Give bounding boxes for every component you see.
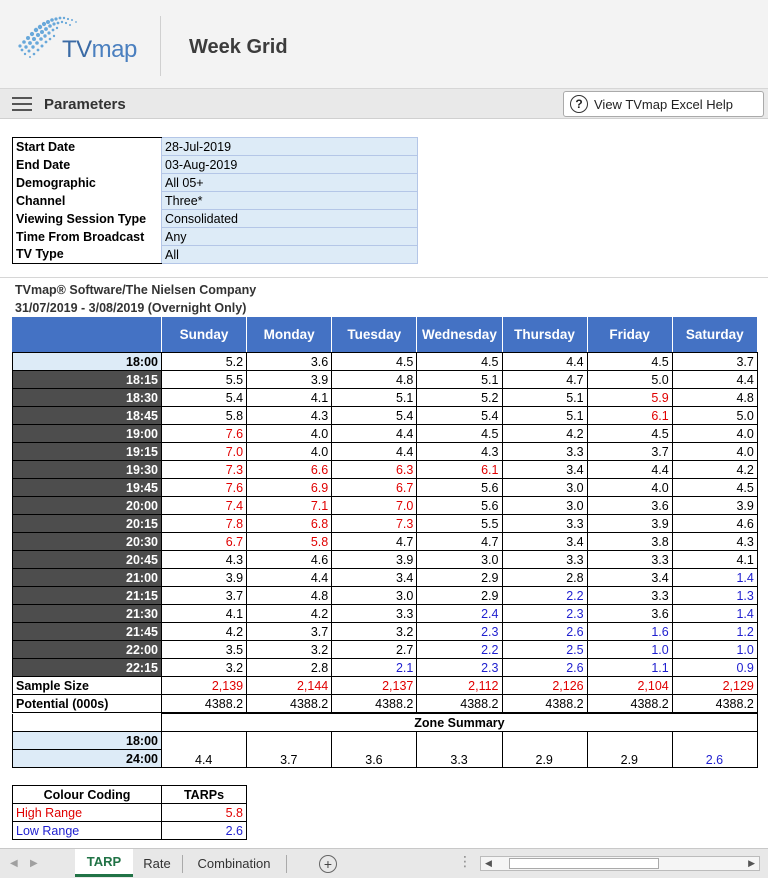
tarp-cell[interactable]: 4.5: [417, 425, 502, 443]
param-value[interactable]: 03-Aug-2019: [162, 156, 418, 174]
tarp-cell[interactable]: 4.1: [247, 389, 332, 407]
legend-header-value: TARPs: [162, 786, 247, 804]
tarp-cell[interactable]: 5.5: [162, 371, 247, 389]
tarp-cell[interactable]: 4.4: [332, 443, 417, 461]
tarp-cell[interactable]: 3.3: [587, 587, 672, 605]
zone-summary-value[interactable]: 2.9: [502, 732, 587, 768]
tarp-cell[interactable]: 2.8: [247, 659, 332, 677]
tarp-cell[interactable]: 6.7: [162, 533, 247, 551]
sample-size-label: Sample Size: [13, 677, 162, 695]
tarp-cell[interactable]: 2.4: [417, 605, 502, 623]
day-header-tuesday: Tuesday: [331, 317, 416, 352]
tarp-cell[interactable]: 4.6: [247, 551, 332, 569]
grid-row: [13, 533, 758, 551]
sample-size-cell[interactable]: 2,126: [502, 677, 587, 695]
potential-cell[interactable]: 4388.2: [332, 695, 417, 713]
tarp-cell[interactable]: 1.4: [672, 569, 757, 587]
tarp-cell[interactable]: 2.8: [502, 569, 587, 587]
tarp-cell[interactable]: 2.5: [502, 641, 587, 659]
zone-summary-value[interactable]: 3.7: [247, 732, 332, 768]
app-header: [0, 0, 768, 89]
day-header-wednesday: Wednesday: [416, 317, 501, 352]
tarp-cell[interactable]: 3.8: [587, 533, 672, 551]
tarp-cell[interactable]: 4.2: [502, 425, 587, 443]
time-slot-label: 18:30: [13, 389, 162, 407]
param-label: Channel: [13, 192, 162, 210]
param-label: Start Date: [13, 138, 162, 156]
tarp-cell[interactable]: 2.3: [502, 605, 587, 623]
more-options-icon[interactable]: ⋮: [458, 853, 472, 869]
tarp-cell[interactable]: 6.3: [332, 461, 417, 479]
grid-row: [13, 371, 758, 389]
tarp-cell[interactable]: 3.4: [502, 461, 587, 479]
time-slot-label: 20:15: [13, 515, 162, 533]
tarp-cell[interactable]: 7.3: [332, 515, 417, 533]
grid-header: [12, 317, 757, 352]
tarp-cell[interactable]: 2.3: [417, 623, 502, 641]
tarp-cell[interactable]: 2.1: [332, 659, 417, 677]
tarp-cell[interactable]: 2.2: [502, 587, 587, 605]
tarp-cell[interactable]: 5.2: [162, 353, 247, 371]
tarp-cell[interactable]: 5.4: [162, 389, 247, 407]
time-slot-label: 21:45: [13, 623, 162, 641]
param-row: [13, 174, 418, 192]
time-slot-label: 18:15: [13, 371, 162, 389]
tarp-cell[interactable]: 5.5: [417, 515, 502, 533]
question-icon: ?: [570, 95, 588, 113]
tarp-cell[interactable]: 2.6: [502, 623, 587, 641]
tarp-cell[interactable]: 1.4: [672, 605, 757, 623]
tarp-cell[interactable]: 5.8: [162, 407, 247, 425]
grid-row: [13, 461, 758, 479]
day-header-monday: Monday: [246, 317, 331, 352]
tarp-cell[interactable]: 3.0: [332, 587, 417, 605]
tarp-cell[interactable]: 5.6: [417, 497, 502, 515]
tarp-cell[interactable]: 3.4: [332, 569, 417, 587]
tarp-cell[interactable]: 3.3: [332, 605, 417, 623]
tarp-cell[interactable]: 3.0: [417, 551, 502, 569]
legend-low-label: Low Range: [13, 822, 162, 840]
grid-row: [13, 569, 758, 587]
tarp-cell[interactable]: 1.0: [587, 641, 672, 659]
tarp-cell[interactable]: 5.1: [502, 407, 587, 425]
tarp-cell[interactable]: 2.9: [417, 569, 502, 587]
grid-row: [13, 641, 758, 659]
param-label: Demographic: [13, 174, 162, 192]
tarp-cell[interactable]: 4.4: [332, 425, 417, 443]
time-slot-label: 19:30: [13, 461, 162, 479]
grid-row: [13, 515, 758, 533]
zone-summary-value[interactable]: 3.3: [417, 732, 502, 768]
tarp-cell[interactable]: 4.5: [672, 479, 757, 497]
tarp-cell[interactable]: 3.7: [162, 587, 247, 605]
tarp-cell[interactable]: 6.1: [417, 461, 502, 479]
tarp-cell[interactable]: 4.3: [417, 443, 502, 461]
tarp-cell[interactable]: 3.7: [672, 353, 757, 371]
excel-help-button[interactable]: [563, 91, 764, 117]
zone-end-time[interactable]: 24:00: [13, 750, 162, 768]
tarp-cell[interactable]: 5.1: [502, 389, 587, 407]
tarp-cell[interactable]: 7.0: [162, 443, 247, 461]
grid-row: [13, 497, 758, 515]
parameter-table: [12, 137, 418, 264]
time-slot-label: 18:00: [13, 353, 162, 371]
tarp-cell[interactable]: 4.4: [247, 569, 332, 587]
sample-size-row: [13, 677, 758, 695]
sample-size-cell[interactable]: 2,104: [587, 677, 672, 695]
tarp-cell[interactable]: 4.2: [247, 605, 332, 623]
tarp-cell[interactable]: 3.3: [502, 515, 587, 533]
potential-cell[interactable]: 4388.2: [417, 695, 502, 713]
tarp-cell[interactable]: 4.0: [587, 479, 672, 497]
legend-header-label: Colour Coding: [13, 786, 162, 804]
sheet-tabs-bar: [0, 848, 768, 878]
tarp-cell[interactable]: 4.3: [672, 533, 757, 551]
tarp-cell[interactable]: 3.9: [332, 551, 417, 569]
tarp-cell[interactable]: 4.0: [247, 425, 332, 443]
tarp-cell[interactable]: 6.8: [247, 515, 332, 533]
tarp-cell[interactable]: 3.6: [587, 605, 672, 623]
tarp-cell[interactable]: 5.2: [417, 389, 502, 407]
tarp-cell[interactable]: 4.7: [502, 371, 587, 389]
day-header-sunday: Sunday: [161, 317, 246, 352]
tarp-cell[interactable]: 7.8: [162, 515, 247, 533]
grid-row: [13, 551, 758, 569]
tarp-cell[interactable]: 4.5: [417, 353, 502, 371]
tarp-cell[interactable]: 3.3: [502, 443, 587, 461]
param-label: TV Type: [13, 246, 162, 264]
tarp-cell[interactable]: 4.1: [162, 605, 247, 623]
tarp-cell[interactable]: 3.6: [247, 353, 332, 371]
zone-summary-blank: [13, 714, 162, 732]
zone-summary-value[interactable]: 2.9: [587, 732, 672, 768]
time-slot-label: 19:45: [13, 479, 162, 497]
param-row: [13, 192, 418, 210]
tarp-cell[interactable]: 3.7: [247, 623, 332, 641]
tarp-cell[interactable]: 3.9: [587, 515, 672, 533]
tab-rate[interactable]: Rate: [143, 855, 171, 871]
tarp-cell[interactable]: 1.2: [672, 623, 757, 641]
tarp-cell[interactable]: 5.0: [672, 407, 757, 425]
scrollbar-thumb[interactable]: [509, 858, 659, 869]
tarp-cell[interactable]: 7.3: [162, 461, 247, 479]
colour-coding-legend: [12, 785, 247, 840]
time-slot-label: 19:15: [13, 443, 162, 461]
tarp-cell[interactable]: 7.4: [162, 497, 247, 515]
time-slot-label: 20:45: [13, 551, 162, 569]
tarp-cell[interactable]: 3.0: [502, 497, 587, 515]
zone-summary-value[interactable]: 3.6: [332, 732, 417, 768]
param-value[interactable]: All 05+: [162, 174, 418, 192]
tarp-cell[interactable]: 3.4: [587, 569, 672, 587]
add-sheet-icon[interactable]: +: [319, 855, 337, 873]
tarp-cell[interactable]: 7.6: [162, 479, 247, 497]
param-row: [13, 138, 418, 156]
param-label: Viewing Session Type: [13, 210, 162, 228]
logo-wordmark: TVmap: [62, 36, 137, 63]
zone-start-time[interactable]: 18:00: [13, 732, 162, 750]
param-label: End Date: [13, 156, 162, 174]
next-sheet-arrow-icon[interactable]: ▶: [30, 858, 38, 869]
potential-cell[interactable]: 4388.2: [162, 695, 247, 713]
tarp-cell[interactable]: 4.7: [332, 533, 417, 551]
period-line: 31/07/2019 - 3/08/2019 (Overnight Only): [15, 301, 247, 315]
tarp-cell[interactable]: 2.7: [332, 641, 417, 659]
time-slot-label: 21:15: [13, 587, 162, 605]
tarp-cell[interactable]: 1.0: [672, 641, 757, 659]
tarp-cell[interactable]: 4.5: [587, 425, 672, 443]
tarp-cell[interactable]: 7.0: [332, 497, 417, 515]
source-line: TVmap® Software/The Nielsen Company: [15, 283, 257, 297]
tarp-cell[interactable]: 2.9: [417, 587, 502, 605]
tarp-cell[interactable]: 3.3: [587, 551, 672, 569]
tab-tarp[interactable]: TARP: [75, 849, 133, 877]
tarp-cell[interactable]: 3.6: [587, 497, 672, 515]
sample-size-cell[interactable]: 2,144: [247, 677, 332, 695]
parameters-label: Parameters: [44, 96, 126, 113]
horizontal-scrollbar[interactable]: [480, 856, 760, 871]
tarp-cell[interactable]: 4.6: [672, 515, 757, 533]
grid-row: [13, 659, 758, 677]
grid-row: [13, 587, 758, 605]
sample-size-cell[interactable]: 2,129: [672, 677, 757, 695]
tarp-cell[interactable]: 3.9: [162, 569, 247, 587]
grid-row: [13, 389, 758, 407]
param-value[interactable]: 28-Jul-2019: [162, 138, 418, 156]
tarp-cell[interactable]: 4.7: [417, 533, 502, 551]
tarp-cell[interactable]: 5.4: [332, 407, 417, 425]
legend-low-value[interactable]: 2.6: [162, 822, 247, 840]
tarp-cell[interactable]: 4.4: [587, 461, 672, 479]
tarp-cell[interactable]: 6.6: [247, 461, 332, 479]
tarp-cell[interactable]: 5.9: [587, 389, 672, 407]
sample-size-cell[interactable]: 2,139: [162, 677, 247, 695]
tarp-cell[interactable]: 3.0: [502, 479, 587, 497]
tarp-cell[interactable]: 4.5: [332, 353, 417, 371]
tarp-cell[interactable]: 3.5: [162, 641, 247, 659]
time-slot-label: 22:00: [13, 641, 162, 659]
tarp-cell[interactable]: 1.3: [672, 587, 757, 605]
tarp-cell[interactable]: 4.0: [672, 425, 757, 443]
time-slot-label: 19:00: [13, 425, 162, 443]
tarp-cell[interactable]: 5.1: [332, 389, 417, 407]
potential-cell[interactable]: 4388.2: [672, 695, 757, 713]
param-row: [13, 246, 418, 264]
tarp-cell[interactable]: 5.4: [417, 407, 502, 425]
param-value[interactable]: All: [162, 246, 418, 264]
zone-summary-table: [12, 713, 758, 768]
time-slot-label: 22:15: [13, 659, 162, 677]
tarp-cell[interactable]: 2.3: [417, 659, 502, 677]
day-header-saturday: Saturday: [672, 317, 757, 352]
grid-row: [13, 425, 758, 443]
tarp-cell[interactable]: 1.6: [587, 623, 672, 641]
tarp-cell[interactable]: 4.8: [672, 389, 757, 407]
scroll-left-icon[interactable]: ◀: [485, 858, 492, 868]
tarp-cell[interactable]: 6.9: [247, 479, 332, 497]
tarp-cell[interactable]: 0.9: [672, 659, 757, 677]
day-header-friday: Friday: [587, 317, 672, 352]
param-value[interactable]: Any: [162, 228, 418, 246]
time-slot-label: 21:00: [13, 569, 162, 587]
scroll-right-icon[interactable]: ▶: [748, 858, 755, 868]
legend-high-label: High Range: [13, 804, 162, 822]
zone-summary-value[interactable]: 2.6: [672, 732, 757, 768]
potential-cell[interactable]: 4388.2: [587, 695, 672, 713]
tarp-cell[interactable]: 5.0: [587, 371, 672, 389]
grid-row: [13, 479, 758, 497]
tarp-cell[interactable]: 4.2: [162, 623, 247, 641]
tarp-cell[interactable]: 4.4: [672, 371, 757, 389]
tarp-cell[interactable]: 4.3: [247, 407, 332, 425]
potential-row: [13, 695, 758, 713]
grid-row: [13, 443, 758, 461]
help-button-label: View TVmap Excel Help: [594, 96, 733, 112]
time-slot-label: 20:30: [13, 533, 162, 551]
time-slot-label: 21:30: [13, 605, 162, 623]
grid-row: [13, 353, 758, 371]
grid-row: [13, 407, 758, 425]
tab-separator: [286, 855, 287, 873]
tarp-cell[interactable]: 3.9: [672, 497, 757, 515]
tarp-cell[interactable]: 2.6: [502, 659, 587, 677]
tarp-cell[interactable]: 4.0: [247, 443, 332, 461]
tarp-cell[interactable]: 5.1: [417, 371, 502, 389]
prev-sheet-arrow-icon[interactable]: ◀: [10, 858, 18, 869]
page-title: Week Grid: [189, 36, 288, 58]
tarp-cell[interactable]: 3.2: [247, 641, 332, 659]
tarp-cell[interactable]: 4.1: [672, 551, 757, 569]
tarp-cell[interactable]: 7.6: [162, 425, 247, 443]
tarp-cell[interactable]: 7.1: [247, 497, 332, 515]
potential-cell[interactable]: 4388.2: [247, 695, 332, 713]
tab-separator: [182, 855, 183, 873]
tarp-cell[interactable]: 3.3: [502, 551, 587, 569]
tarp-cell[interactable]: 4.3: [162, 551, 247, 569]
tarp-cell[interactable]: 3.2: [332, 623, 417, 641]
grid-row: [13, 623, 758, 641]
tarp-cell[interactable]: 5.6: [417, 479, 502, 497]
tarp-cell[interactable]: 4.4: [502, 353, 587, 371]
param-row: [13, 210, 418, 228]
time-slot-label: 20:00: [13, 497, 162, 515]
tarp-cell[interactable]: 6.7: [332, 479, 417, 497]
param-row: [13, 156, 418, 174]
day-header-thursday: Thursday: [502, 317, 587, 352]
tarp-cell[interactable]: 4.5: [587, 353, 672, 371]
hamburger-menu-icon[interactable]: [12, 97, 32, 111]
tarp-cell[interactable]: 5.8: [247, 533, 332, 551]
tab-combination[interactable]: Combination: [197, 855, 271, 871]
sample-size-cell[interactable]: 2,112: [417, 677, 502, 695]
grid-row: [13, 605, 758, 623]
tarp-cell[interactable]: 1.1: [587, 659, 672, 677]
param-value[interactable]: Three*: [162, 192, 418, 210]
tarp-cell[interactable]: 4.0: [672, 443, 757, 461]
zone-summary-value[interactable]: 4.4: [162, 732, 247, 768]
potential-cell[interactable]: 4388.2: [502, 695, 587, 713]
sample-size-cell[interactable]: 2,137: [332, 677, 417, 695]
tarp-cell[interactable]: 6.1: [587, 407, 672, 425]
section-divider: [0, 277, 768, 278]
header-divider: [160, 16, 161, 76]
zone-summary-title: Zone Summary: [162, 714, 758, 732]
time-slot-label: 18:45: [13, 407, 162, 425]
param-label: Time From Broadcast: [13, 228, 162, 246]
param-row: [13, 228, 418, 246]
tarp-cell[interactable]: 3.7: [587, 443, 672, 461]
tarp-cell[interactable]: 3.2: [162, 659, 247, 677]
tarp-cell[interactable]: 4.2: [672, 461, 757, 479]
tarp-cell[interactable]: 4.8: [247, 587, 332, 605]
tarp-cell[interactable]: 3.9: [247, 371, 332, 389]
param-value[interactable]: Consolidated: [162, 210, 418, 228]
potential-label: Potential (000s): [13, 695, 162, 713]
tarp-cell[interactable]: 4.8: [332, 371, 417, 389]
tarp-cell[interactable]: 2.2: [417, 641, 502, 659]
week-grid-table: [12, 352, 758, 713]
grid-header-corner: [12, 317, 161, 352]
legend-high-value[interactable]: 5.8: [162, 804, 247, 822]
tarp-cell[interactable]: 3.4: [502, 533, 587, 551]
